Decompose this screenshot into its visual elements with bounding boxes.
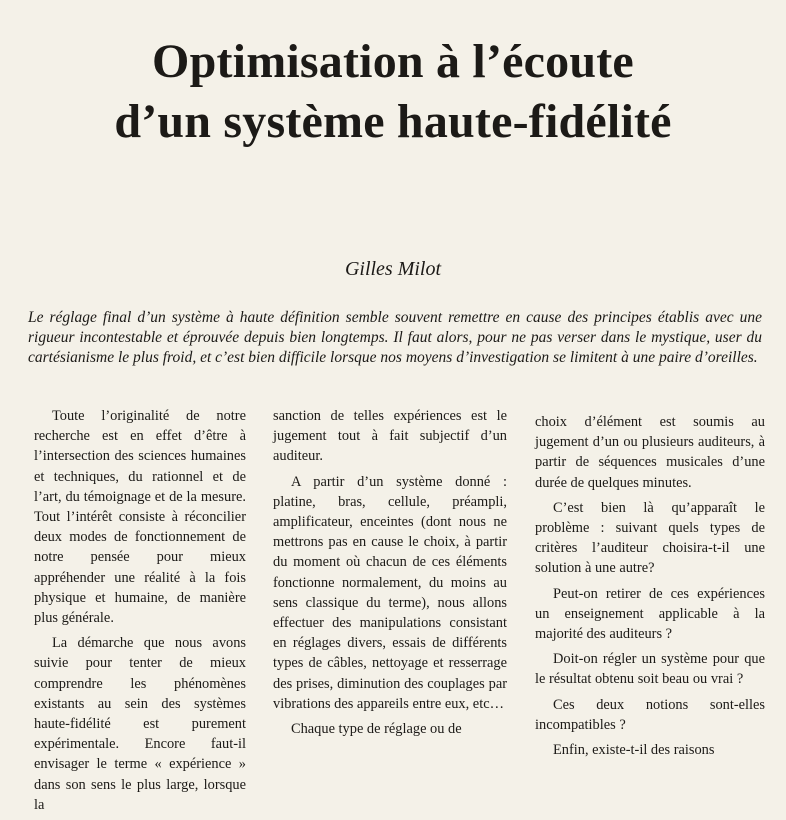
paragraph: La démarche que nous avons suivie pour tenter de mieux comprendre les phénomènes existants au sein des systèmes haute-fidélité est purement expérimentale. Encore faut-il envisager le terme « expérience » dans son sens le plus large, lorsque la — [34, 635, 246, 813]
article-title-line-2: d’un système haute-fidélité — [114, 95, 672, 148]
paragraph: A partir d’un système donné : platine, bras, cellule, préampli, amplificateur, enceintes (dont nous ne mettrons pas en cause le choix, à partir du moment où chacun de ces éléments fonctionne normalement, du moins au sens classique du terme), nous allons effectuer des manipulations consistant en réglages divers, essais de différents types de câbles, nettoyage et resserrage des prises, diminution des couplages par vibrations des appareils entre eux, etc… — [273, 473, 507, 712]
article-title-line-1: Optimisation à l’écoute — [152, 35, 634, 88]
paragraph: Doit-on régler un système pour que le résultat obtenu soit beau ou vrai ? — [535, 651, 765, 688]
abstract: Le réglage final d’un système à haute définition semble souvent remettre en cause des principes établis avec une rigueur incontestable et éprouvée depuis bien longtemps. Il faut alors, pour ne pas verser dans le mystique, user du cartésianisme le plus froid, et c’est bien difficile lorsque nos moyens d’investigation se limitent à une paire d’oreilles. — [28, 309, 762, 366]
paragraph: Enfin, existe-t-il des raisons — [553, 742, 715, 759]
text-column-2 — [273, 406, 507, 744]
paragraph: Ces deux notions sont-elles incompatibles ? — [535, 696, 765, 733]
paragraph: Toute l’originalité de notre recherche est en effet d’être à l’intersection des sciences humaines et techniques, du rationnel et de l’art, du témoignage et de la mesure. Tout l’intérêt consiste à réconcilier deux modes de fonctionnement de notre pensée pour mieux appréhender une réalité à la fois physique et humaine, de manière plus générale. — [34, 408, 246, 627]
paragraph: C’est bien là qu’apparaît le problème : suivant quels types de critères l’auditeur choisira-t-il une solution à une autre? — [535, 499, 765, 577]
author-name: Gilles Milot — [344, 258, 442, 280]
paragraph: sanction de telles expériences est le jugement tout à fait subjectif d’un auditeur. — [273, 408, 507, 465]
text-column-3 — [535, 412, 765, 765]
paragraph: choix d’élément est soumis au jugement d’un ou plusieurs auditeurs, à partir de séquences musicales d’une durée de quelques minutes. — [535, 414, 765, 491]
paragraph: Chaque type de réglage ou de — [291, 721, 462, 738]
paragraph: Peut-on retirer de ces expériences un enseignement applicable à la majorité des auditeurs ? — [535, 585, 765, 643]
text-column-1 — [34, 406, 246, 820]
